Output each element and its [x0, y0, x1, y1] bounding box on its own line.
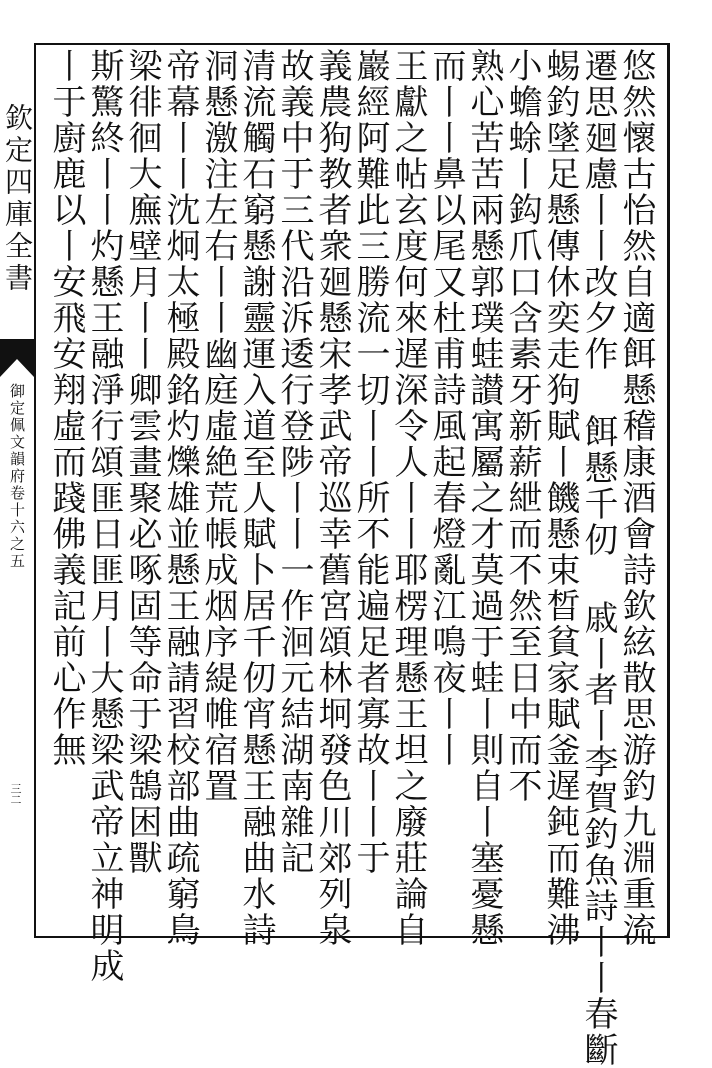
- column-text: 清流觸石窮懸謝靈運入道至人賦卜居千仞宵懸王融曲水詩: [236, 48, 276, 948]
- column-text: 丨于廚鹿以丨安飛安翔虛而踐佛義記前心作無: [46, 48, 86, 768]
- column-text: 斯驚終丨丨灼懸王融淨行頌匪日匪月丨大懸梁武帝立神明成: [84, 48, 124, 984]
- column-text: 故義中于三代沿泝逶行登陟丨丨一作洄元結湖南雜記: [274, 48, 314, 876]
- book-caption: 御定佩文韻府卷十六之五: [8, 383, 26, 570]
- column-text: 遷思廻慮丨丨改夕作 餌懸千仞 戚丨者丨李賀釣魚詩丨丨春斷: [578, 48, 618, 1068]
- column-text: 而丨丨鼻以尾又杜甫詩風起春燈亂江鳴夜丨丨: [426, 48, 466, 768]
- column-text: 熟心苦苦兩懸郭璞蛙讃寓屬之才莫過于蛙丨則自丨塞憂懸: [464, 48, 504, 948]
- column-text: 小蟾蜍丨鈎爪口含素牙新薪紲而不然至日中而不: [502, 48, 542, 804]
- fish-tail-ornament-icon: [0, 339, 34, 377]
- column-text: 帝幕丨丨沈炯太極殿銘灼爍雄並懸王融請習校部曲疏窮鳥: [160, 48, 200, 948]
- column-text: 梁徘徊大廡壁月丨丨卿雲畫聚必啄固等命于梁鵠困獸: [122, 48, 162, 876]
- column-text: 王獻之帖玄度何來遅深令人丨丨耶楞理懸王坦之廢莊論自: [388, 48, 428, 948]
- column-text: 義農狗教者衆廻懸宋孝武帝巡幸舊宮頌林坰發色川郊列泉: [312, 48, 352, 948]
- column-text: 悠然懷古怡然自適餌懸稽康酒會詩欽絃散思游釣九淵重流: [616, 48, 656, 948]
- column-text: 洞懸激注左右丨丨幽庭虛絶荒帳成烟序緹帷宿置: [198, 48, 238, 804]
- library-title: 欽定四庫全書: [1, 103, 34, 295]
- column-text: 蜴釣墜足懸傳休奕走狗賦丨饑懸束晳貧家賦釜遅鈍而難沸: [540, 48, 580, 948]
- margin-strip: [0, 43, 34, 938]
- text-column-16: [37, 48, 94, 928]
- page-number: 三二: [9, 783, 22, 805]
- column-text: 巖經阿難此三勝流一切丨丨所不能遍足者寡故丨丨于: [350, 48, 390, 876]
